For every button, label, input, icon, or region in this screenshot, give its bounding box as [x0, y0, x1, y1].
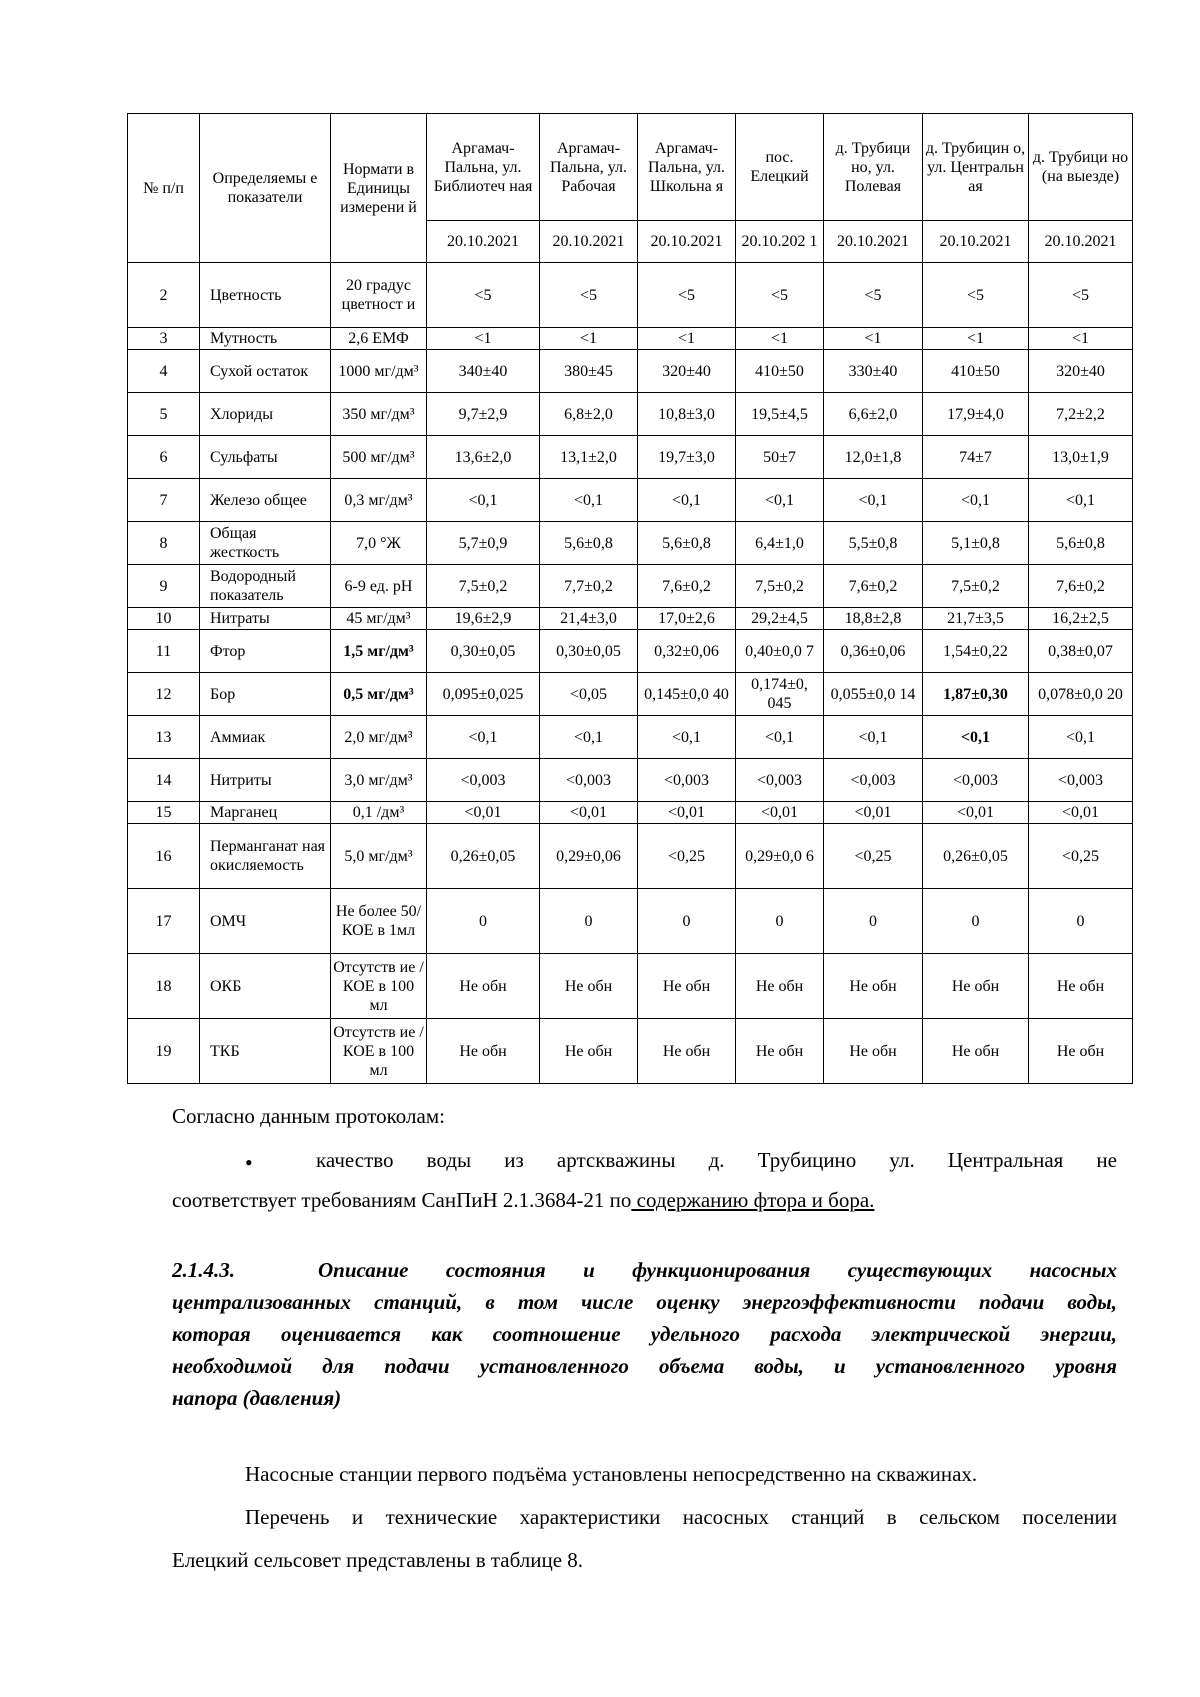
measured-value: <0,05 [540, 673, 638, 716]
measured-value: 6,4±1,0 [736, 522, 824, 565]
row-number: 18 [128, 954, 200, 1019]
measured-value: 12,0±1,8 [824, 436, 923, 479]
measured-value: Не обн [736, 1019, 824, 1084]
table-row [128, 522, 1133, 565]
measured-value: Не обн [540, 1019, 638, 1084]
measured-value: 21,7±3,5 [923, 608, 1029, 630]
row-number: 12 [128, 673, 200, 716]
indicator-name: Нитриты [200, 759, 331, 802]
row-number: 5 [128, 393, 200, 436]
indicator-name: Общая жесткость [200, 522, 331, 565]
row-number: 4 [128, 350, 200, 393]
indicator-name: Сульфаты [200, 436, 331, 479]
measured-value: 7,6±0,2 [1029, 565, 1133, 608]
measured-value: <0,25 [824, 824, 923, 889]
header-date: 20.10.2021 [638, 221, 736, 263]
measured-value: <1 [638, 328, 736, 350]
measured-value: <0,1 [540, 716, 638, 759]
indicator-name: ТКБ [200, 1019, 331, 1084]
measured-value: 5,1±0,8 [923, 522, 1029, 565]
norm-value: Не более 50/ КОЕ в 1мл [331, 889, 427, 954]
measured-value: 330±40 [824, 350, 923, 393]
heading-line [172, 1254, 1117, 1286]
measured-value: 13,1±2,0 [540, 436, 638, 479]
measured-value: 410±50 [923, 350, 1029, 393]
indicator-name: ОКБ [200, 954, 331, 1019]
measured-value: Не обн [1029, 1019, 1133, 1084]
header-site: Аргамач- Пальна, ул. Школьна я [638, 114, 736, 221]
table-row [128, 436, 1133, 479]
measured-value: <0,003 [638, 759, 736, 802]
measured-value: <0,1 [1029, 479, 1133, 522]
bullet-text-line2 [172, 1188, 874, 1213]
measured-value: 0,32±0,06 [638, 630, 736, 673]
measured-value: 50±7 [736, 436, 824, 479]
heading-line: которая оценивается как соотношение удельного расхода электрической энергии, [172, 1322, 1117, 1346]
measured-value: 18,8±2,8 [824, 608, 923, 630]
measured-value: 0,26±0,05 [427, 824, 540, 889]
heading-line: централизованных станций, в том числе оценку энергоэффективности подачи воды, [172, 1290, 1117, 1314]
table-row [128, 565, 1133, 608]
bullet-text-underlined: содержанию фтора и бора. [631, 1188, 875, 1212]
paragraph-pumps: Насосные станции первого подъёма установлены непосредственно на скважинах. [245, 1462, 978, 1486]
header-date: 20.10.2021 [923, 221, 1029, 263]
measured-value: <0,25 [638, 824, 736, 889]
row-number: 14 [128, 759, 200, 802]
measured-value: 7,6±0,2 [824, 565, 923, 608]
header-site: д. Трубици но, ул. Полевая [824, 114, 923, 221]
measured-value: 0 [736, 889, 824, 954]
heading-text: Описание состояния и функционирования существующих насосных [318, 1258, 1117, 1282]
measured-value: <0,1 [540, 479, 638, 522]
row-number: 9 [128, 565, 200, 608]
measured-value: Не обн [923, 954, 1029, 1019]
row-number: 10 [128, 608, 200, 630]
measured-value: <0,1 [427, 479, 540, 522]
measured-value: 10,8±3,0 [638, 393, 736, 436]
table-row [128, 1019, 1133, 1084]
measured-value: <0,01 [824, 802, 923, 824]
measured-value: 0,174±0, 045 [736, 673, 824, 716]
measured-value: 5,5±0,8 [824, 522, 923, 565]
row-number: 17 [128, 889, 200, 954]
measured-value: Не обн [923, 1019, 1029, 1084]
header-site: пос. Елецкий [736, 114, 824, 221]
measured-value: 7,5±0,2 [736, 565, 824, 608]
measured-value: <1 [923, 328, 1029, 350]
measured-value: <0,1 [923, 716, 1029, 759]
measured-value: <0,1 [824, 479, 923, 522]
table-row [128, 759, 1133, 802]
table-row [128, 479, 1133, 522]
measured-value: 19,6±2,9 [427, 608, 540, 630]
measured-value: <5 [638, 263, 736, 328]
measured-value: <0,1 [638, 716, 736, 759]
intro-text: Согласно данным протоколам: [172, 1104, 445, 1128]
paragraph-list-line1: Перечень и технические характеристики насосных станций в сельском поселении [245, 1505, 1117, 1529]
table-row [128, 608, 1133, 630]
measured-value: <0,25 [1029, 824, 1133, 889]
measured-value: <0,003 [1029, 759, 1133, 802]
indicator-name: Бор [200, 673, 331, 716]
indicator-name: Мутность [200, 328, 331, 350]
measured-value: 74±7 [923, 436, 1029, 479]
norm-value: Отсутств ие / КОЕ в 100 мл [331, 954, 427, 1019]
row-number: 6 [128, 436, 200, 479]
measured-value: 0 [824, 889, 923, 954]
measured-value: 340±40 [427, 350, 540, 393]
row-number: 11 [128, 630, 200, 673]
table-row [128, 673, 1133, 716]
heading-line: необходимой для подачи установленного объема воды, и установленного уровня [172, 1354, 1117, 1378]
measured-value: 13,0±1,9 [1029, 436, 1133, 479]
header-site: д. Трубицин о, ул. Центральн ая [923, 114, 1029, 221]
measured-value: <0,01 [540, 802, 638, 824]
measured-value: 0,30±0,05 [540, 630, 638, 673]
header-site: Аргамач- Пальна, ул. Библиотеч ная [427, 114, 540, 221]
measured-value: 5,6±0,8 [1029, 522, 1133, 565]
measured-value: <5 [736, 263, 824, 328]
header-site: д. Трубици но (на выезде) [1029, 114, 1133, 221]
row-number: 16 [128, 824, 200, 889]
norm-value: 45 мг/дм³ [331, 608, 427, 630]
bullet-text-plain: соответствует требованиям СанПиН 2.1.3684-21 по [172, 1188, 632, 1212]
measured-value: 0 [1029, 889, 1133, 954]
measured-value: 7,5±0,2 [427, 565, 540, 608]
measured-value: <0,1 [736, 479, 824, 522]
norm-value: 0,1 /дм³ [331, 802, 427, 824]
indicator-name: Железо общее [200, 479, 331, 522]
measured-value: 19,7±3,0 [638, 436, 736, 479]
measured-value: <0,003 [824, 759, 923, 802]
measured-value: 0,26±0,05 [923, 824, 1029, 889]
table-row [128, 954, 1133, 1019]
table-row [128, 824, 1133, 889]
measured-value: Не обн [824, 954, 923, 1019]
measured-value: <5 [1029, 263, 1133, 328]
row-number: 13 [128, 716, 200, 759]
norm-value: 1,5 мг/дм³ [331, 630, 427, 673]
norm-value: 3,0 мг/дм³ [331, 759, 427, 802]
header-date: 20.10.2021 [540, 221, 638, 263]
measured-value: <0,1 [1029, 716, 1133, 759]
measured-value: 0 [540, 889, 638, 954]
measured-value: 0,36±0,06 [824, 630, 923, 673]
norm-value: 0,3 мг/дм³ [331, 479, 427, 522]
norm-value: 0,5 мг/дм³ [331, 673, 427, 716]
measured-value: 0,078±0,0 20 [1029, 673, 1133, 716]
norm-value: 7,0 °Ж [331, 522, 427, 565]
measured-value: <0,003 [540, 759, 638, 802]
norm-value: 350 мг/дм³ [331, 393, 427, 436]
measured-value: <0,1 [427, 716, 540, 759]
table-row [128, 630, 1133, 673]
measured-value: 410±50 [736, 350, 824, 393]
table-body [128, 263, 1133, 1084]
measured-value: 0 [427, 889, 540, 954]
row-number: 19 [128, 1019, 200, 1084]
table-row [128, 350, 1133, 393]
norm-value: Отсутств ие / КОЕ в 100 мл [331, 1019, 427, 1084]
norm-value: 2,6 ЕМФ [331, 328, 427, 350]
measured-value: <0,01 [1029, 802, 1133, 824]
measured-value: 0,095±0,025 [427, 673, 540, 716]
indicator-name: Фтор [200, 630, 331, 673]
heading-number: 2.1.4.3. [172, 1258, 235, 1282]
measured-value: <5 [427, 263, 540, 328]
indicator-name: Сухой остаток [200, 350, 331, 393]
measured-value: <1 [1029, 328, 1133, 350]
water-quality-table [127, 113, 1133, 1084]
norm-value: 6-9 ед. pH [331, 565, 427, 608]
norm-value: 500 мг/дм³ [331, 436, 427, 479]
measured-value: 320±40 [1029, 350, 1133, 393]
measured-value: Не обн [427, 954, 540, 1019]
measured-value: <0,1 [824, 716, 923, 759]
measured-value: 7,2±2,2 [1029, 393, 1133, 436]
measured-value: 1,54±0,22 [923, 630, 1029, 673]
measured-value: 0,29±0,0 6 [736, 824, 824, 889]
measured-value: 7,5±0,2 [923, 565, 1029, 608]
indicator-name: Нитраты [200, 608, 331, 630]
measured-value: <0,003 [427, 759, 540, 802]
header-norm: Нормати в Единицы измерени й [331, 114, 427, 263]
measured-value: <0,1 [923, 479, 1029, 522]
measured-value: Не обн [824, 1019, 923, 1084]
row-number: 7 [128, 479, 200, 522]
norm-value: 5,0 мг/дм³ [331, 824, 427, 889]
measured-value: 0,38±0,07 [1029, 630, 1133, 673]
measured-value: <5 [824, 263, 923, 328]
header-date: 20.10.2021 [427, 221, 540, 263]
header-indicator: Определяемы е показатели [200, 114, 331, 263]
header-date: 20.10.2021 [824, 221, 923, 263]
measured-value: 0,29±0,06 [540, 824, 638, 889]
section-heading [172, 1254, 1117, 1414]
table-row [128, 889, 1133, 954]
measured-value: <1 [427, 328, 540, 350]
table-row [128, 328, 1133, 350]
indicator-name: Хлориды [200, 393, 331, 436]
measured-value: 16,2±2,5 [1029, 608, 1133, 630]
paragraph-list-line2: Елецкий сельсовет представлены в таблице 8. [172, 1548, 584, 1572]
norm-value: 2,0 мг/дм³ [331, 716, 427, 759]
measured-value: <5 [540, 263, 638, 328]
table-row [128, 802, 1133, 824]
measured-value: 17,9±4,0 [923, 393, 1029, 436]
measured-value: <0,1 [638, 479, 736, 522]
measured-value: Не обн [540, 954, 638, 1019]
row-number: 15 [128, 802, 200, 824]
header-date: 20.10.202 1 [736, 221, 824, 263]
table-header-row [128, 114, 1133, 221]
measured-value: 0,145±0,0 40 [638, 673, 736, 716]
measured-value: 320±40 [638, 350, 736, 393]
table-row [128, 716, 1133, 759]
measured-value: <0,01 [638, 802, 736, 824]
measured-value: 6,8±2,0 [540, 393, 638, 436]
measured-value: 19,5±4,5 [736, 393, 824, 436]
measured-value: <0,01 [736, 802, 824, 824]
header-site: Аргамач- Пальна, ул. Рабочая [540, 114, 638, 221]
measured-value: <1 [736, 328, 824, 350]
table-row [128, 393, 1133, 436]
measured-value: 7,6±0,2 [638, 565, 736, 608]
measured-value: 0 [923, 889, 1029, 954]
norm-value: 20 градус цветност и [331, 263, 427, 328]
indicator-name: Аммиак [200, 716, 331, 759]
measured-value: <1 [540, 328, 638, 350]
heading-line: напора (давления) [172, 1386, 342, 1410]
header-num: № п/п [128, 114, 200, 263]
measured-value: Не обн [427, 1019, 540, 1084]
indicator-name: Цветность [200, 263, 331, 328]
measured-value: 0,40±0,0 7 [736, 630, 824, 673]
measured-value: <5 [923, 263, 1029, 328]
measured-value: 13,6±2,0 [427, 436, 540, 479]
measured-value: Не обн [638, 954, 736, 1019]
measured-value: Не обн [638, 1019, 736, 1084]
measured-value: 6,6±2,0 [824, 393, 923, 436]
measured-value: 9,7±2,9 [427, 393, 540, 436]
row-number: 8 [128, 522, 200, 565]
measured-value: 5,6±0,8 [638, 522, 736, 565]
measured-value: Не обн [1029, 954, 1133, 1019]
measured-value: 5,7±0,9 [427, 522, 540, 565]
header-date: 20.10.2021 [1029, 221, 1133, 263]
indicator-name: ОМЧ [200, 889, 331, 954]
row-number: 2 [128, 263, 200, 328]
measured-value: 21,4±3,0 [540, 608, 638, 630]
row-number: 3 [128, 328, 200, 350]
measured-value: 380±45 [540, 350, 638, 393]
measured-value: 0 [638, 889, 736, 954]
measured-value: <0,01 [923, 802, 1029, 824]
measured-value: 1,87±0,30 [923, 673, 1029, 716]
measured-value: Не обн [736, 954, 824, 1019]
measured-value: <0,1 [736, 716, 824, 759]
measured-value: 0,055±0,0 14 [824, 673, 923, 716]
table-row [128, 263, 1133, 328]
bullet-mark: • [245, 1150, 253, 1175]
measured-value: 5,6±0,8 [540, 522, 638, 565]
measured-value: <0,003 [736, 759, 824, 802]
indicator-name: Марганец [200, 802, 331, 824]
indicator-name: Водородный показатель [200, 565, 331, 608]
indicator-name: Перманганат ная окисляемость [200, 824, 331, 889]
norm-value: 1000 мг/дм³ [331, 350, 427, 393]
measured-value: 7,7±0,2 [540, 565, 638, 608]
measured-value: <0,003 [923, 759, 1029, 802]
measured-value: 17,0±2,6 [638, 608, 736, 630]
bullet-text-line1: качество воды из артскважины д. Трубицино ул. Центральная не [316, 1148, 1117, 1172]
measured-value: 0,30±0,05 [427, 630, 540, 673]
measured-value: <1 [824, 328, 923, 350]
measured-value: <0,01 [427, 802, 540, 824]
measured-value: 29,2±4,5 [736, 608, 824, 630]
